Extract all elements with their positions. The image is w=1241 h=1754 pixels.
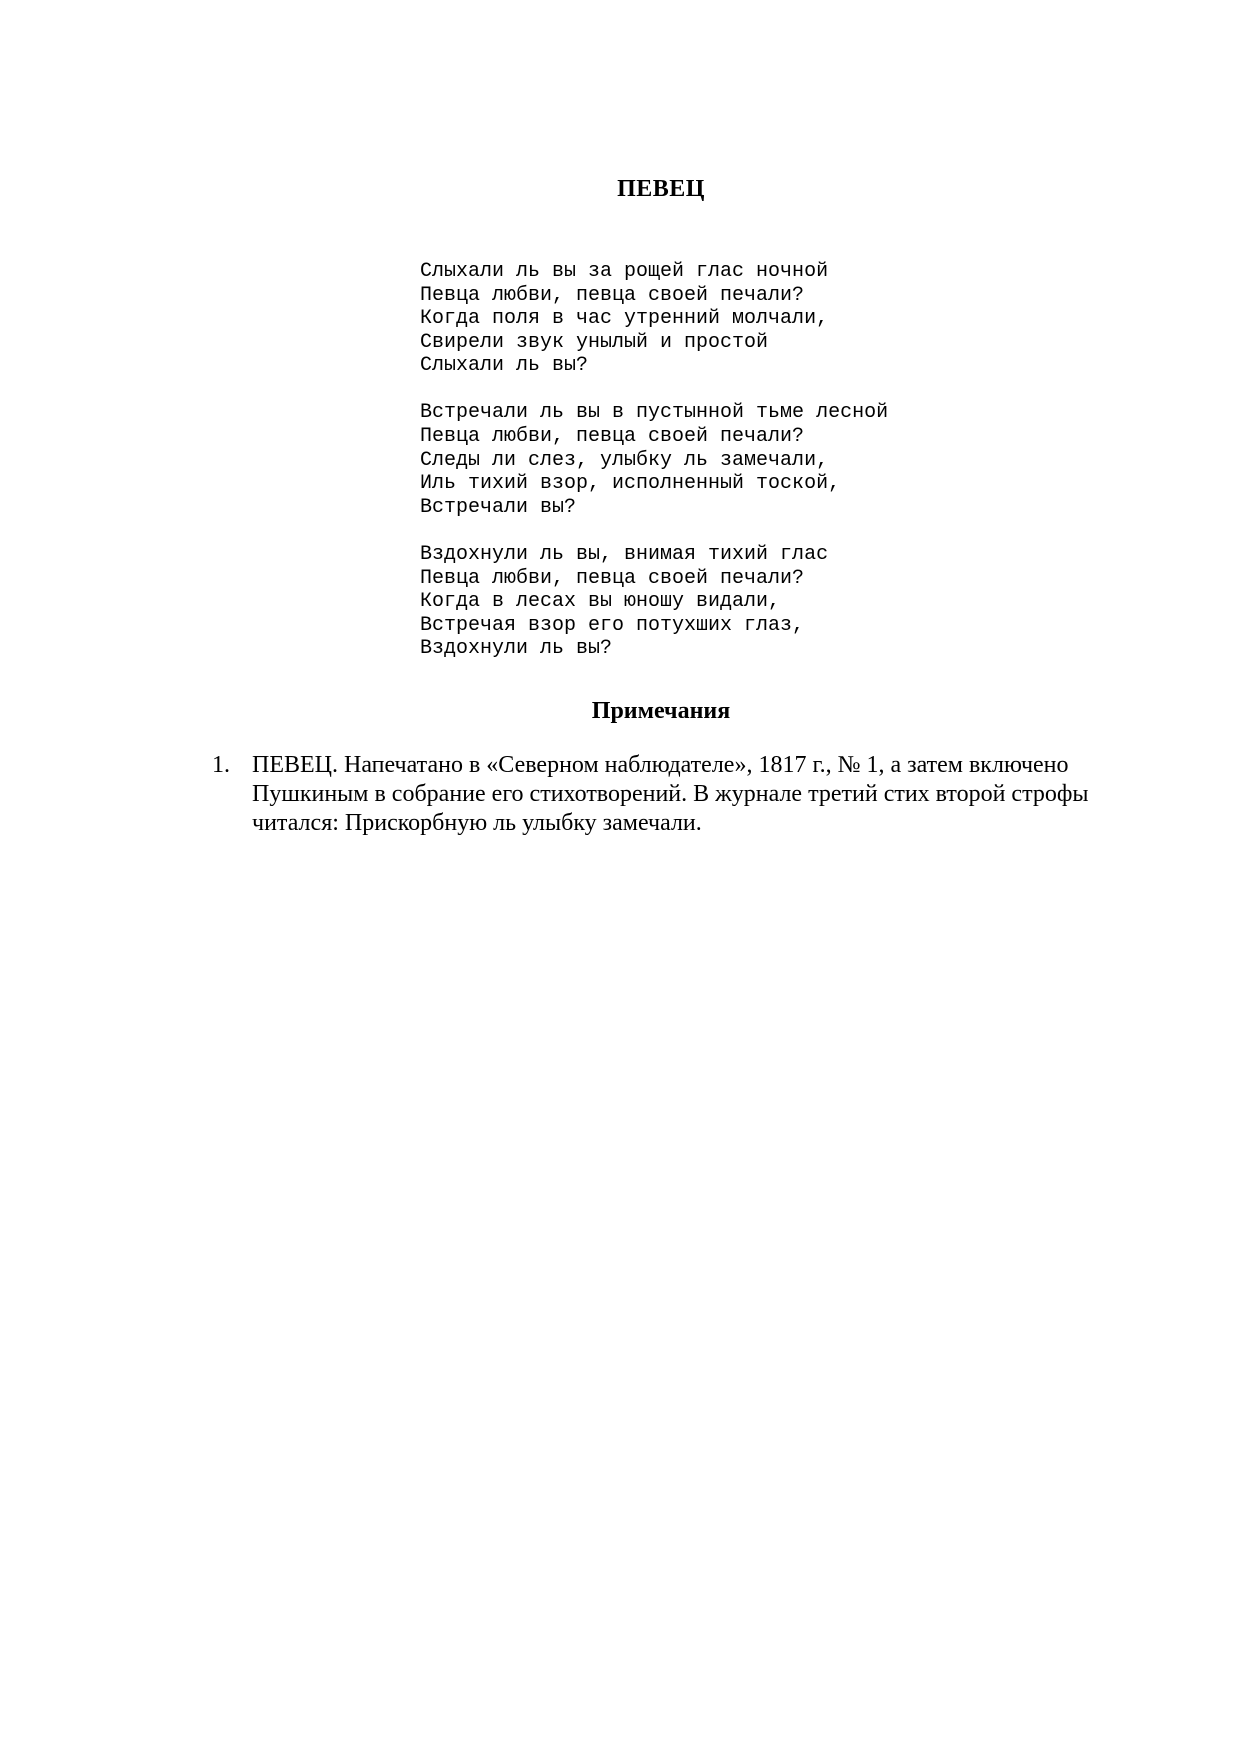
verse-line: Певца любви, певца своей печали?	[420, 283, 805, 307]
verse-line: Следы ли слез, улыбку ль замечали,	[420, 448, 829, 472]
note-item	[212, 751, 1142, 838]
stanza-2	[420, 401, 888, 519]
verse-line: Встречали вы?	[420, 495, 577, 519]
verse-line: Когда поля в час утренний молчали,	[420, 307, 829, 331]
stanza-1	[420, 260, 888, 378]
verse-line: Когда в лесах вы юношу видали,	[420, 590, 781, 614]
poem-title: ПЕВЕЦ	[617, 176, 705, 202]
verse-line: Певца любви, певца своей печали?	[420, 425, 805, 449]
poem-body	[420, 260, 888, 684]
verse-line: Слыхали ль вы за рощей глас ночной	[420, 260, 829, 283]
note-text: ПЕВЕЦ. Напечатано в «Северном наблюдателе», 1817 г., № 1, а затем включено Пушкиным в собрание его стихотворений. В журнале третий стих второй строфы читался: Прискорбную ль улыбку замечали.	[252, 752, 1089, 836]
verse-line: Вздохнули ль вы, внимая тихий глас	[420, 542, 829, 566]
verse-line: Встречая взор его потухших глаз,	[420, 613, 805, 637]
verse-line: Вздохнули ль вы?	[420, 637, 613, 661]
verse-line: Слыхали ль вы?	[420, 354, 589, 378]
verse-line: Певца любви, певца своей печали?	[420, 566, 805, 590]
notes-heading: Примечания	[591, 698, 731, 724]
verse-line: Иль тихий взор, исполненный тоской,	[420, 472, 841, 496]
verse-line: Встречали ль вы в пустынной тьме лесной	[420, 401, 889, 425]
note-number: 1.	[212, 752, 230, 778]
verse-line: Свирели звук унылый и простой	[420, 330, 769, 354]
notes-list	[212, 751, 1142, 838]
stanza-3	[420, 543, 888, 661]
